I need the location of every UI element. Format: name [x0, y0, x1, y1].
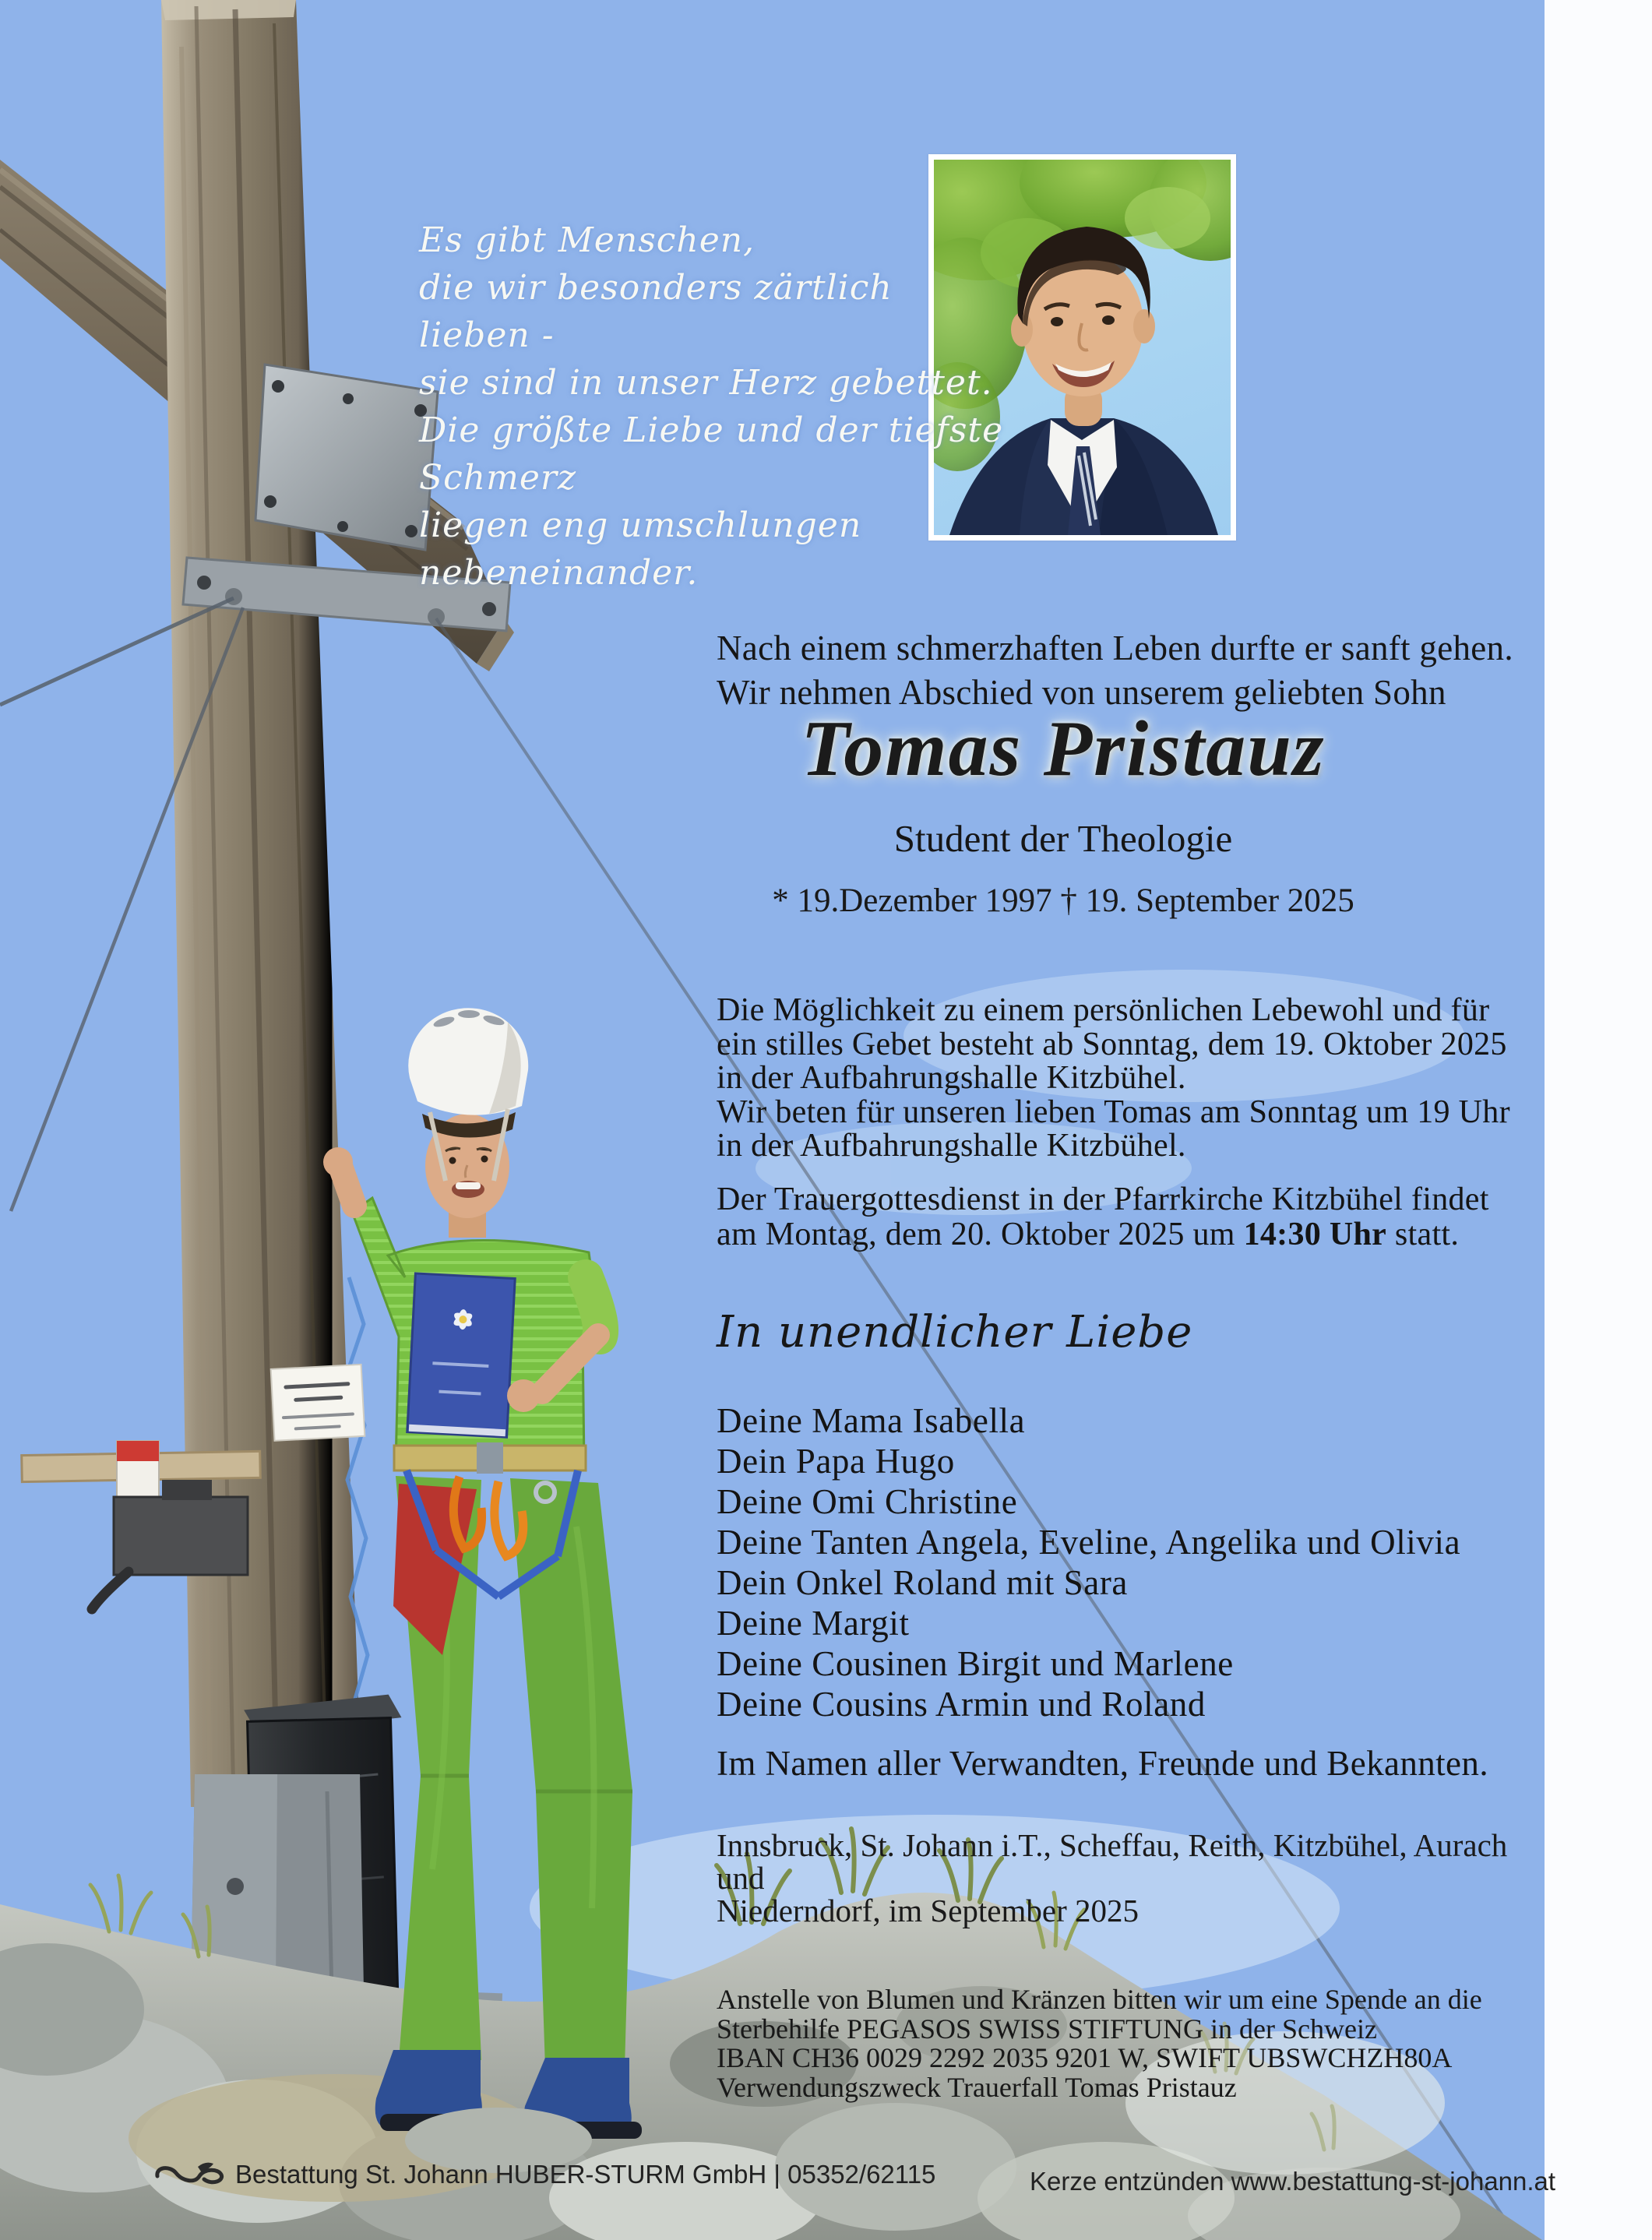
- summit-sign: [271, 1365, 365, 1441]
- intro-line: Wir nehmen Abschied von unserem geliebten Sohn: [717, 673, 1446, 712]
- memorial-poem: [419, 217, 1011, 597]
- donation-line: Anstelle von Blumen und Kränzen bitten wir um eine Spende an die: [717, 1984, 1482, 2015]
- places-date: [717, 1829, 1550, 1927]
- donation-line: Verwendungszweck Trauerfall Tomas Pristauz: [717, 2071, 1237, 2103]
- poem-line: die wir besonders zärtlich lieben -: [419, 268, 893, 355]
- family-member: Deine Omi Christine: [717, 1482, 1018, 1521]
- farewell-line: in der Aufbahrungshalle Kitzbühel.: [717, 1060, 1186, 1096]
- family-member: Deine Margit: [717, 1604, 910, 1643]
- intro-text: [717, 626, 1542, 715]
- farewell-line: Die Möglichkeit zu einem persönlichen Lebewohl und für: [717, 992, 1490, 1028]
- poem-line: liegen eng umschlungen nebeneinander.: [419, 505, 862, 593]
- summit-register-book: [407, 1273, 516, 1437]
- places-line: Niederndorf, im September 2025: [717, 1893, 1139, 1928]
- poem-line: sie sind in unser Herz gebettet.: [419, 363, 993, 403]
- poem-line: Es gibt Menschen,: [419, 220, 756, 260]
- donation-line: Sterbehilfe PEGASOS SWISS STIFTUNG in der Schweiz: [717, 2013, 1377, 2045]
- family-member: Deine Mama Isabella: [717, 1401, 1026, 1440]
- scan-margin: [1545, 0, 1652, 2240]
- candle-link-footer: Kerze entzünden www.bestattung-st-johann.at: [1030, 2167, 1556, 2196]
- service-line: [717, 1217, 1550, 1252]
- life-dates: * 19.Dezember 1997 † 19. September 2025: [772, 882, 1354, 919]
- family-member: Deine Tanten Angela, Eveline, Angelika und Olivia: [717, 1523, 1461, 1562]
- infinity-logo-icon: [153, 2156, 227, 2193]
- metal-plate: [255, 365, 438, 550]
- family-member: Deine Cousinen Birgit und Marlene: [717, 1644, 1234, 1683]
- places-line: Innsbruck, St. Johann i.T., Scheffau, Reith, Kitzbühel, Aurach und: [717, 1827, 1508, 1896]
- farewell-line: Wir beten für unseren lieben Tomas am Sonntag um 19 Uhr: [717, 1094, 1510, 1130]
- poem-line: Die größte Liebe und der tiefste Schmerz: [419, 410, 1004, 498]
- service-time-bold: 14:30 Uhr: [1243, 1217, 1387, 1252]
- intro-line: Nach einem schmerzhaften Leben durfte er sanft gehen.: [717, 629, 1513, 667]
- service-line2-post: statt.: [1386, 1217, 1460, 1252]
- service-paragraph: [717, 1182, 1550, 1252]
- closing-line: Im Namen aller Verwandten, Freunde und Bekannten.: [717, 1744, 1488, 1783]
- funeral-home-text: Bestattung St. Johann HUBER-STURM GmbH | 05352/62115: [235, 2160, 936, 2189]
- portrait-head: [1011, 227, 1155, 426]
- farewell-line: ein stilles Gebet besteht ab Sonntag, dem 19. Oktober 2025: [717, 1026, 1507, 1062]
- service-line: Der Trauergottesdienst in der Pfarrkirche Kitzbühel findet: [717, 1182, 1489, 1217]
- family-member: Dein Papa Hugo: [717, 1442, 955, 1481]
- funeral-home-footer: [153, 2156, 935, 2193]
- service-line2-pre: am Montag, dem 20. Oktober 2025 um: [717, 1217, 1244, 1252]
- climber-left-hand: [507, 1379, 540, 1412]
- family-list: [717, 1400, 1550, 1724]
- family-member: Dein Onkel Roland mit Sara: [717, 1563, 1129, 1602]
- farewell-line: in der Aufbahrungshalle Kitzbühel.: [717, 1128, 1186, 1164]
- love-heading: In unendlicher Liebe: [717, 1307, 1193, 1358]
- deceased-name: Tomas Pristauz: [801, 705, 1326, 793]
- donation-line: IBAN CH36 0029 2292 2035 9201 W, SWIFT UBSWCHZH80A: [717, 2042, 1453, 2073]
- family-member: Deine Cousins Armin und Roland: [717, 1685, 1206, 1724]
- deceased-title: Student der Theologie: [893, 817, 1233, 860]
- donation-note: [717, 1985, 1550, 2102]
- farewell-paragraph: [717, 994, 1550, 1164]
